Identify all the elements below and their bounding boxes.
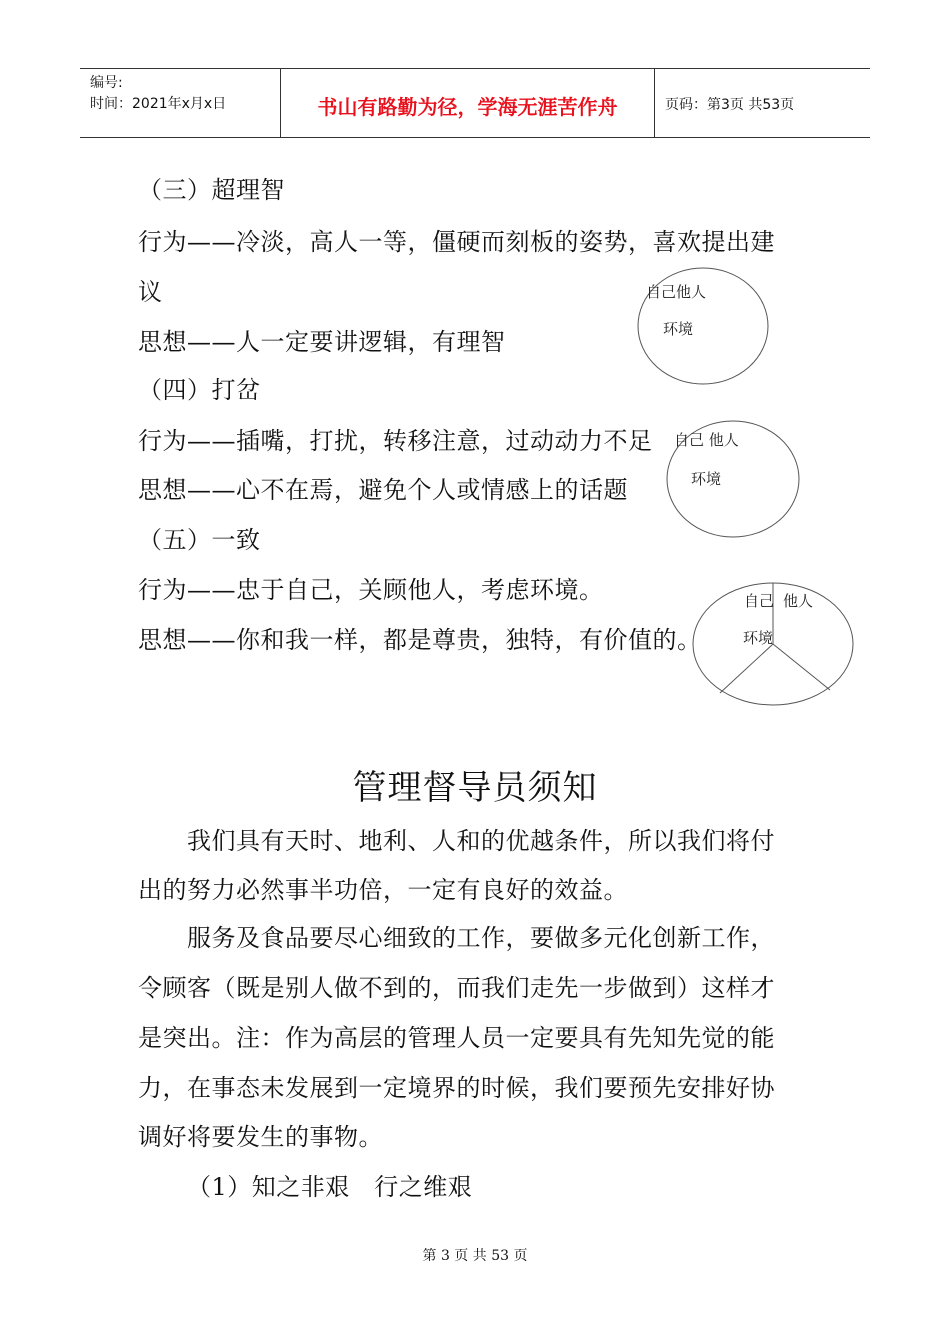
diagram2-top-label: 自己 他人	[674, 431, 739, 449]
paragraph2-line4: 力，在事态未发展到一定境界的时候，我们要预先安排好协	[138, 1074, 775, 1102]
header-page-label: 页码：第3页 共53页	[665, 97, 795, 113]
paragraph1-line2: 出的努力必然事半功倍，一定有良好的效益。	[138, 876, 628, 904]
section5-thought: 思想——你和我一样，都是尊贵，独特，有价值的。	[138, 626, 702, 654]
diagram3-other-label: 他人	[783, 592, 814, 610]
paragraph2-line3: 是突出。注：作为高层的管理人员一定要具有先知先觉的能	[138, 1024, 775, 1052]
paragraph2-line1: 服务及食品要尽心细致的工作，要做多元化创新工作，	[187, 924, 775, 952]
diagram1-top-label: 自己他人	[646, 283, 707, 301]
article-title: 管理督导员须知	[352, 768, 598, 808]
page-footer: 第 3 页 共 53 页	[422, 1248, 528, 1264]
section4-heading: （四）打岔	[138, 376, 261, 404]
list-item-1: （1）知之非艰 行之维艰	[187, 1173, 473, 1201]
section4-thought: 思想——心不在焉，避免个人或情感上的话题	[138, 476, 628, 504]
diagram3-env-label: 环境	[743, 629, 774, 647]
section3-heading: （三）超理智	[138, 176, 285, 204]
diagram3-self-label: 自己	[744, 592, 775, 610]
diagram-congruent	[693, 583, 853, 705]
diagram3-divider-right	[773, 644, 830, 690]
number-label: 编号:	[90, 75, 123, 91]
diagram1-bottom-label: 环境	[663, 320, 694, 338]
section5-heading: （五）一致	[138, 526, 261, 554]
diagram-super-reasonable	[638, 268, 768, 384]
paragraph2-line5: 调好将要发生的事物。	[138, 1123, 383, 1151]
paragraph2-line2: 令顾客（既是别人做不到的，而我们走先一步做到）这样才	[138, 974, 775, 1002]
section3-behavior-line2: 议	[138, 278, 163, 306]
time-label: 时间：2021年x月x日	[90, 96, 227, 112]
section3-behavior-line1: 行为——冷淡，高人一等，僵硬而刻板的姿势，喜欢提出建	[138, 228, 775, 256]
diagram3-divider-left	[720, 644, 773, 693]
diagram2-bottom-label: 环境	[691, 470, 722, 488]
header-motto: 书山有路勤为径，学海无涯苦作舟	[281, 69, 655, 137]
section4-behavior: 行为——插嘴，打扰，转移注意，过动动力不足	[138, 427, 653, 455]
diagram-irrelevant	[667, 421, 799, 537]
section5-behavior: 行为——忠于自己，关顾他人，考虑环境。	[138, 576, 604, 604]
paragraph1-line1: 我们具有天时、地利、人和的优越条件，所以我们将付	[187, 827, 775, 855]
section3-thought: 思想——人一定要讲逻辑，有理智	[138, 328, 506, 356]
